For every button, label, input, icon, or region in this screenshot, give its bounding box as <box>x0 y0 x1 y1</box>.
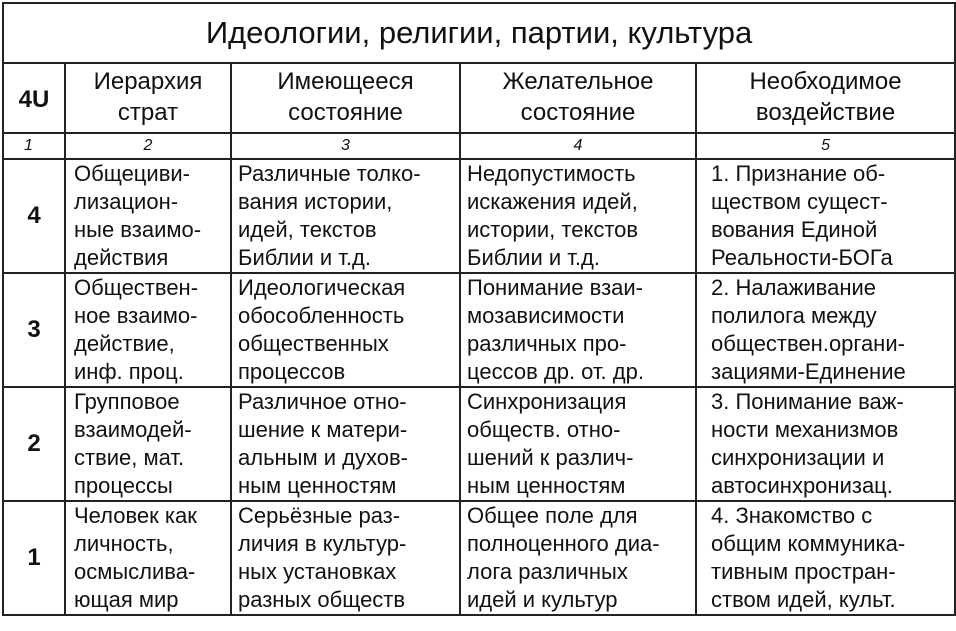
current-state-cell: Различные толко- вания истории, идей, текстов Библии и т.д. <box>231 159 460 273</box>
table-row <box>3 159 955 273</box>
header-desired-state-text: Желательное состояние <box>502 68 654 126</box>
strata-cell: Групповое взаимодей- ствие, мат. процессы <box>65 387 231 501</box>
required-action-cell: 2. Налаживание полилога между обществен.органи- зациями-Единение <box>696 273 955 387</box>
header-required-action <box>696 63 955 133</box>
level-cell: 2 <box>3 387 65 501</box>
header-strata-text: Иерархия страт <box>93 68 203 126</box>
desired-state-cell: Синхронизация обществ. отно- шений к различ- ным ценностям <box>460 387 696 501</box>
header-current-state-text: Имеющееся состояние <box>277 68 414 126</box>
desired-state-cell: Недопустимость искажения идей, истории, текстов Библии и т.д. <box>460 159 696 273</box>
header-strata <box>65 63 231 133</box>
table-row <box>3 273 955 387</box>
level-cell: 1 <box>3 501 65 615</box>
strata-cell: Человек как личность, осмыслива- ющая мир <box>65 501 231 615</box>
ideology-matrix-table <box>2 2 956 616</box>
required-action-cell: 3. Понимание важ- ности механизмов синхронизации и автосинхронизац. <box>696 387 955 501</box>
required-action-cell: 1. Признание об- ществом сущест- вования Единой Реальности-БОГа <box>696 159 955 273</box>
level-cell: 4 <box>3 159 65 273</box>
header-required-action-text: Необходимое воздействие <box>749 68 902 126</box>
column-number: 4 <box>460 133 696 159</box>
current-state-cell: Серьёзные раз- личия в культур- ных установках разных обществ <box>231 501 460 615</box>
column-number: 1 <box>3 133 65 159</box>
column-number: 5 <box>696 133 955 159</box>
header-current-state <box>231 63 460 133</box>
current-state-cell: Различное отно- шение к матери- альным и духов- ным ценностям <box>231 387 460 501</box>
current-state-cell: Идеологическая обособленность общественных процессов <box>231 273 460 387</box>
strata-cell: Общециви- лизацион- ные взаимо- действия <box>65 159 231 273</box>
header-row <box>3 63 955 133</box>
desired-state-cell: Общее поле для полноценного диа- лога различных идей и культур <box>460 501 696 615</box>
table-row <box>3 501 955 615</box>
table-row <box>3 387 955 501</box>
table-title: Идеологии, религии, партии, культура <box>3 3 955 63</box>
header-desired-state <box>460 63 696 133</box>
desired-state-cell: Понимание взаи- мозависимости различных про- цессов др. от. др. <box>460 273 696 387</box>
column-number-row <box>3 133 955 159</box>
level-cell: 3 <box>3 273 65 387</box>
strata-cell: Обществен- ное взаимо- действие, инф. проц. <box>65 273 231 387</box>
column-number: 2 <box>65 133 231 159</box>
column-number: 3 <box>231 133 460 159</box>
required-action-cell: 4. Знакомство с общим коммуника- тивным простран- ством идей, культ. <box>696 501 955 615</box>
corner-label: 4U <box>3 63 65 133</box>
